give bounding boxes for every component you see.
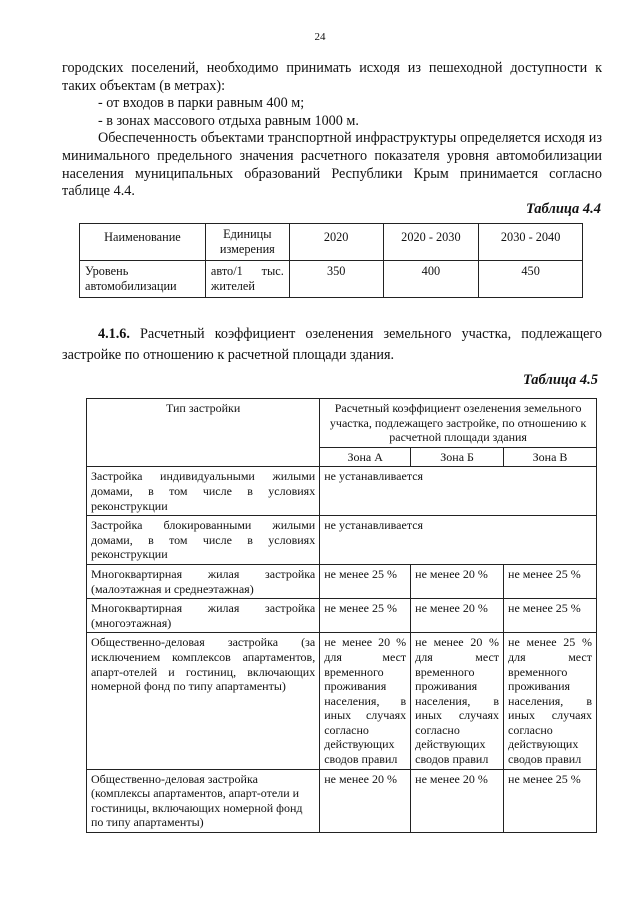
table-cell: не менее 20 % для мест временного проживания населения, в иных случаях согласно действующих сводов правил	[320, 633, 411, 769]
table-header-cell: 2030 - 2040	[479, 224, 583, 261]
page-number: 24	[314, 31, 326, 43]
table-cell: Уровень автомобилизации	[80, 261, 206, 298]
table-header-cell: Единицы измерения	[205, 224, 289, 261]
table-4-4-caption: Таблица 4.4	[525, 201, 601, 217]
table-row	[87, 564, 597, 598]
table-cell: не устанавливается	[320, 516, 597, 565]
table-cell: не менее 20 %	[411, 564, 504, 598]
table-cell: Многоквартирная жилая застройка (малоэтажная и среднеэтажная)	[87, 564, 320, 598]
bullet-recreation: - в зонах массового отдыха равным 1000 м.	[98, 112, 359, 129]
table-row	[87, 769, 597, 832]
table-cell: 450	[479, 261, 583, 298]
table-header-cell: 2020	[289, 224, 383, 261]
table-row	[87, 599, 597, 633]
table-cell: не менее 25 %	[504, 564, 597, 598]
intro-line-2: таких объектам (в метрах):	[62, 77, 226, 94]
table-row	[87, 399, 597, 448]
table-cell: не менее 20 % для мест временного проживания населения, в иных случаях согласно действующих сводов правил	[411, 633, 504, 769]
table-cell: не менее 25 %	[320, 599, 411, 633]
table-cell: Многоквартирная жилая застройка (многоэтажная)	[87, 599, 320, 633]
table-cell: Застройка индивидуальными жилыми домами, в том числе в условиях реконструкции	[87, 467, 320, 516]
table-cell: не менее 20 %	[320, 769, 411, 832]
intro-paragraph	[62, 60, 602, 201]
table-4-5-caption: Таблица 4.5	[522, 372, 598, 388]
table-header-cell: Расчетный коэффициент озеленения земельного участка, подлежащего застройке, по отношению к расчетной площади здания	[320, 399, 597, 448]
transport-paragraph: Обеспеченность объектами транспортной инфраструктуры определяется исходя из минимального предельного значения расчетного показателя уровня автомобилизации населения муниципальных образований Республики Крым принимается согласно таблице 4.4.	[62, 130, 602, 200]
table-cell: не менее 25 %	[504, 599, 597, 633]
intro-line-1: городских поселений, необходимо принимать исходя из пешеходной доступности к	[62, 60, 602, 76]
zone-header-cell: Зона А	[320, 447, 411, 467]
table-cell: не менее 20 %	[411, 769, 504, 832]
table-cell: не менее 25 %	[320, 564, 411, 598]
table-cell: авто/1 тыс. жителей	[205, 261, 289, 298]
table-row	[87, 467, 597, 516]
table-row	[80, 261, 583, 298]
bullet-parks: - от входов в парки равным 400 м;	[98, 95, 305, 112]
table-cell: 400	[383, 261, 479, 298]
section-number: 4.1.6.	[98, 326, 130, 342]
table-cell: Общественно-деловая застройка (за исключением комплексов апартаментов, апарт-отелей и гостиниц, включающих номерной фонд по типу апартаменты)	[87, 633, 320, 769]
table-cell: Общественно-деловая застройка (комплексы апартаментов, апарт-отели и гостиницы, включающих номерной фонд по типу апартаменты)	[87, 769, 320, 832]
table-4-5	[86, 398, 597, 833]
table-row	[80, 224, 583, 261]
table-cell: не менее 25 %	[504, 769, 597, 832]
table-cell: Застройка блокированными жилыми домами, в том числе в условиях реконструкции	[87, 516, 320, 565]
zone-header-cell: Зона Б	[411, 447, 504, 467]
table-cell: 350	[289, 261, 383, 298]
table-cell: не менее 20 %	[411, 599, 504, 633]
section-4-1-6	[62, 324, 602, 366]
table-row	[87, 516, 597, 565]
table-header-cell: Тип застройки	[87, 399, 320, 467]
table-4-4	[79, 223, 583, 298]
table-row	[87, 633, 597, 769]
section-text: Расчетный коэффициент озеленения земельного участка, подлежащего застройке по отношению к расчетной площади здания.	[62, 326, 602, 363]
table-header-cell: Наименование	[80, 224, 206, 261]
table-cell: не устанавливается	[320, 467, 597, 516]
table-header-cell: 2020 - 2030	[383, 224, 479, 261]
zone-header-cell: Зона В	[504, 447, 597, 467]
table-cell: не менее 25 % для мест временного проживания населения, в иных случаях согласно действующих сводов правил	[504, 633, 597, 769]
